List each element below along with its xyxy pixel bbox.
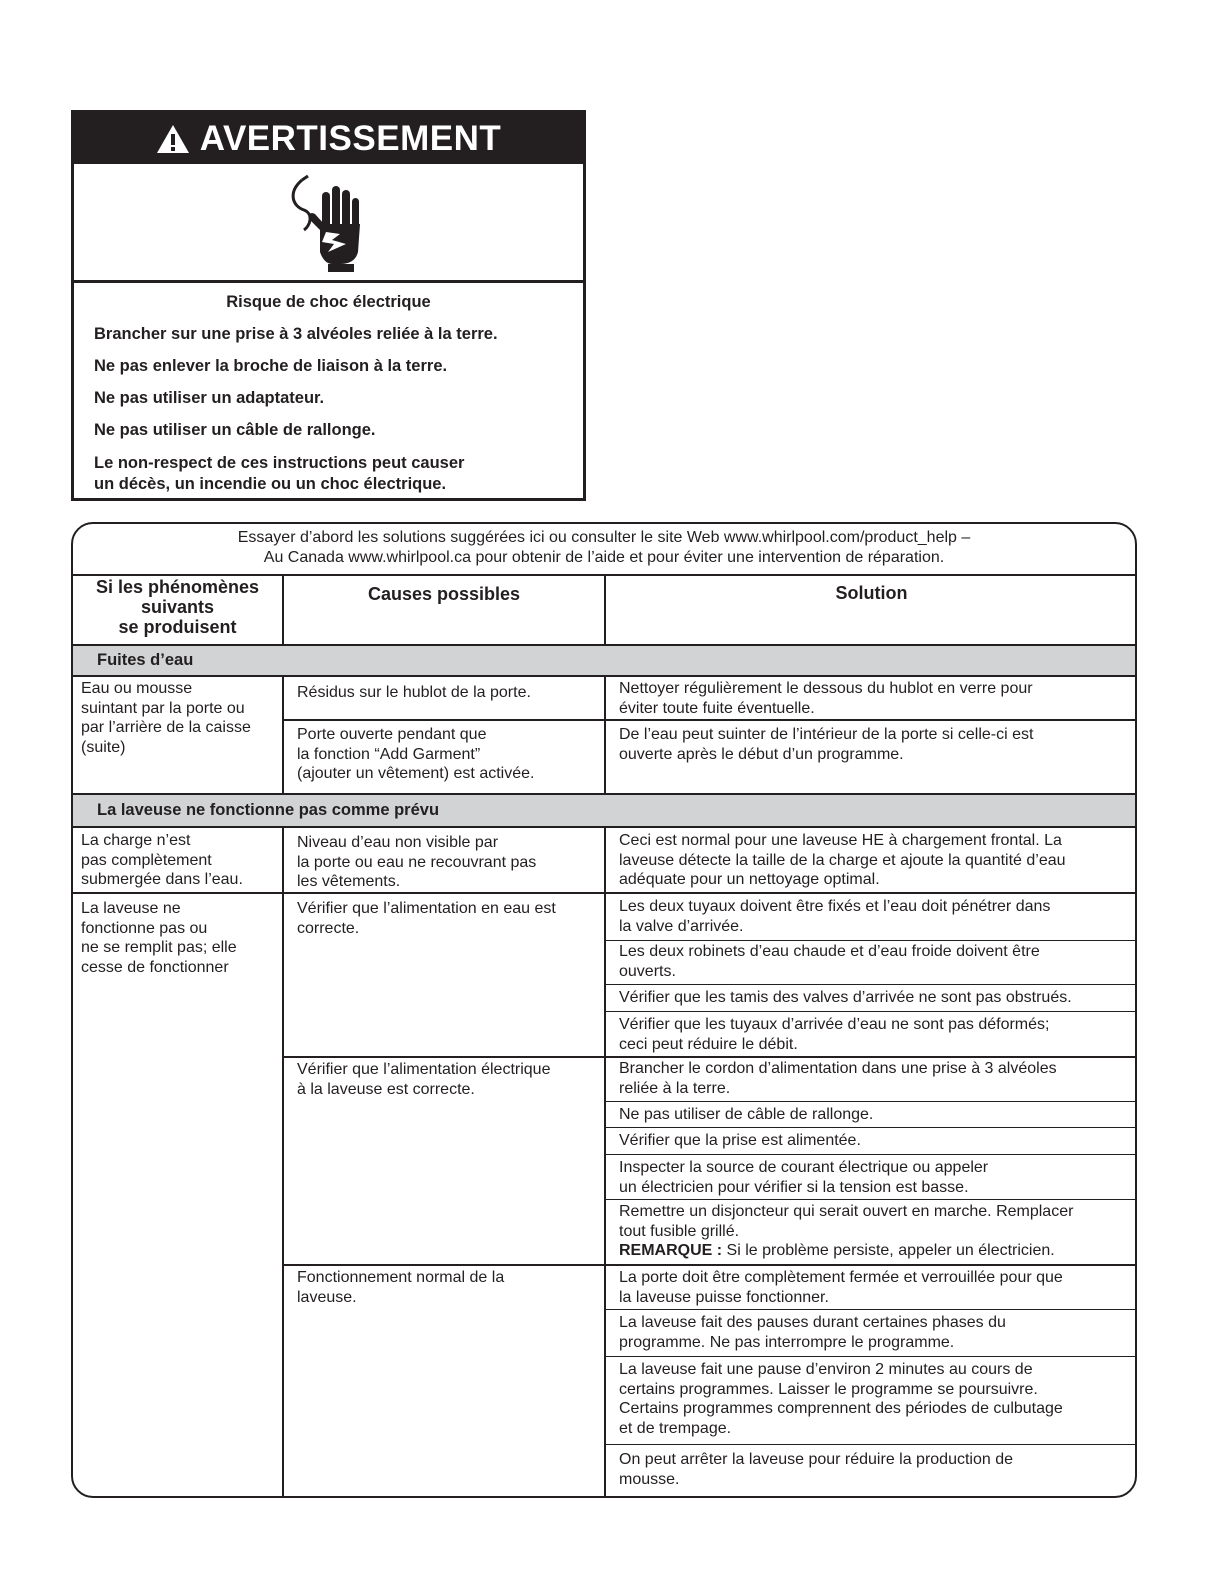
row-divider bbox=[604, 1101, 1137, 1102]
warning-consequence: Le non-respect de ces instructions peut causer un décès, un incendie ou un choc électrique. bbox=[94, 454, 465, 493]
column-divider bbox=[604, 677, 606, 793]
warning-title: AVERTISSEMENT bbox=[199, 118, 502, 158]
header-solution: Solution bbox=[835, 583, 908, 603]
row-divider bbox=[604, 984, 1137, 985]
column-divider bbox=[282, 677, 284, 793]
warning-pictogram-area bbox=[74, 164, 583, 283]
symptom-leak: Eau ou mousse suintant par la porte ou par l’arrière de la caisse (suite) bbox=[81, 680, 251, 756]
row-divider bbox=[604, 1309, 1137, 1310]
solution-hoses-attached: Les deux tuyaux doivent être fixés et l’eau doit pénétrer dans la valve d’arrivée. bbox=[619, 898, 1051, 935]
table-intro: Essayer d’abord les solutions suggérées ici ou consulter le site Web www.whirlpool.com/product_help – Au Canada www.whirlpool.ca pour obtenir de l’aide et pour éviter une intervention de réparation. bbox=[73, 524, 1135, 576]
section-leaks: Fuites d’eau bbox=[73, 644, 1135, 677]
row-divider bbox=[282, 1056, 1137, 1058]
row-divider bbox=[604, 1356, 1137, 1357]
cause-normal-operation: Fonctionnement normal de la laveuse. bbox=[297, 1269, 505, 1306]
solution-door-seep: De l’eau peut suinter de l’intérieur de la porte si celle-ci est ouverte après le début d’un programme. bbox=[619, 726, 1034, 763]
solution-hoses-kinked: Vérifier que les tuyaux d’arrivée d’eau ne sont pas déformés; ceci peut réduire le débit. bbox=[619, 1016, 1050, 1053]
warning-subtitle: Risque de choc électrique bbox=[226, 293, 431, 311]
header-symptom: Si les phénomènes suivants se produisent bbox=[95, 577, 260, 637]
row-divider bbox=[604, 940, 1137, 941]
row-divider bbox=[282, 719, 1137, 721]
solution-check-voltage: Inspecter la source de courant électrique ou appeler un électricien pour vérifier si la tension est basse. bbox=[619, 1159, 989, 1196]
warning-line: Ne pas utiliser un adaptateur. bbox=[94, 389, 325, 407]
row-divider bbox=[604, 1127, 1137, 1128]
row-divider bbox=[604, 1444, 1137, 1445]
cause-water-level: Niveau d’eau non visible par la porte ou eau ne recouvrant pas les vêtements. bbox=[297, 834, 537, 890]
column-divider bbox=[282, 575, 284, 646]
warning-line: Ne pas utiliser un câble de rallonge. bbox=[94, 421, 376, 439]
row-divider bbox=[604, 1199, 1137, 1200]
note: REMARQUE : Si le problème persiste, appeler un électricien. bbox=[619, 1242, 1055, 1259]
warning-line: Ne pas enlever la broche de liaison à la terre. bbox=[94, 357, 448, 375]
warning-line: Brancher sur une prise à 3 alvéoles reliée à la terre. bbox=[94, 325, 498, 343]
solution-faucets-open: Les deux robinets d’eau chaude et d’eau froide doivent être ouverts. bbox=[619, 943, 1040, 980]
solution-door-locked: La porte doit être complètement fermée et verrouillée pour que la laveuse puisse fonctionner. bbox=[619, 1269, 1063, 1306]
troubleshooting-table bbox=[71, 522, 1137, 1498]
cause-electrical: Vérifier que l’alimentation électrique à la laveuse est correcte. bbox=[297, 1061, 551, 1098]
column-divider bbox=[604, 828, 606, 1498]
solution-plug-cord: Brancher le cordon d’alimentation dans une prise à 3 alvéoles reliée à la terre. bbox=[619, 1060, 1057, 1097]
column-divider bbox=[604, 575, 606, 646]
solution-no-extension: Ne pas utiliser de câble de rallonge. bbox=[619, 1106, 874, 1123]
solution-reset-breaker: Remettre un disjoncteur qui serait ouvert en marche. Remplacer tout fusible grillé. REMARQUE : Si le problème persiste, appeler un électricien. bbox=[619, 1202, 1134, 1261]
warning-triangle-icon bbox=[156, 124, 190, 154]
header-cause: Causes possibles bbox=[367, 584, 521, 604]
solution-pauses: La laveuse fait des pauses durant certaines phases du programme. Ne pas interrompre le programme. bbox=[619, 1314, 1006, 1351]
cause-door-residue: Résidus sur le hublot de la porte. bbox=[297, 684, 531, 701]
section-not-working: La laveuse ne fonctionne pas comme prévu bbox=[73, 793, 1135, 828]
solution-two-minute-pause: La laveuse fait une pause d’environ 2 minutes au cours de certains programmes. Laisser le programme se poursuivre. Certains programmes comprennent des périodes de culbutage et de trempage. bbox=[619, 1361, 1063, 1437]
row-divider bbox=[282, 1264, 1137, 1266]
row-divider bbox=[604, 1011, 1137, 1012]
solution-outlet-powered: Vérifier que la prise est alimentée. bbox=[619, 1132, 861, 1149]
row-divider bbox=[73, 892, 1137, 894]
symptom-not-submerged: La charge n’est pas complètement submergée dans l’eau. bbox=[81, 832, 243, 888]
warning-text bbox=[74, 283, 583, 495]
column-divider bbox=[282, 828, 284, 1498]
row-divider bbox=[604, 1154, 1137, 1155]
cause-door-open: Porte ouverte pendant que la fonction “Add Garment” (ajouter un vêtement) est activée. bbox=[297, 726, 535, 782]
warning-header bbox=[74, 113, 583, 164]
warning-box bbox=[71, 110, 586, 501]
solution-he-normal: Ceci est normal pour une laveuse HE à chargement frontal. La laveuse détecte la taille de la charge et ajoute la quantité d’eau adéquate pour un nettoyage optimal. bbox=[619, 832, 1066, 888]
solution-inlet-screens: Vérifier que les tamis des valves d’arrivée ne sont pas obstrués. bbox=[619, 989, 1072, 1006]
symptom-not-filling: La laveuse ne fonctionne pas ou ne se remplit pas; elle cesse de fonctionner bbox=[81, 900, 237, 976]
electric-shock-hand-icon bbox=[284, 172, 374, 272]
solution-clean-glass: Nettoyer régulièrement le dessous du hublot en verre pour éviter toute fuite éventuelle. bbox=[619, 680, 1033, 717]
solution-reduce-suds: On peut arrêter la laveuse pour réduire la production de mousse. bbox=[619, 1451, 1014, 1488]
cause-water-supply: Vérifier que l’alimentation en eau est correcte. bbox=[297, 900, 556, 937]
